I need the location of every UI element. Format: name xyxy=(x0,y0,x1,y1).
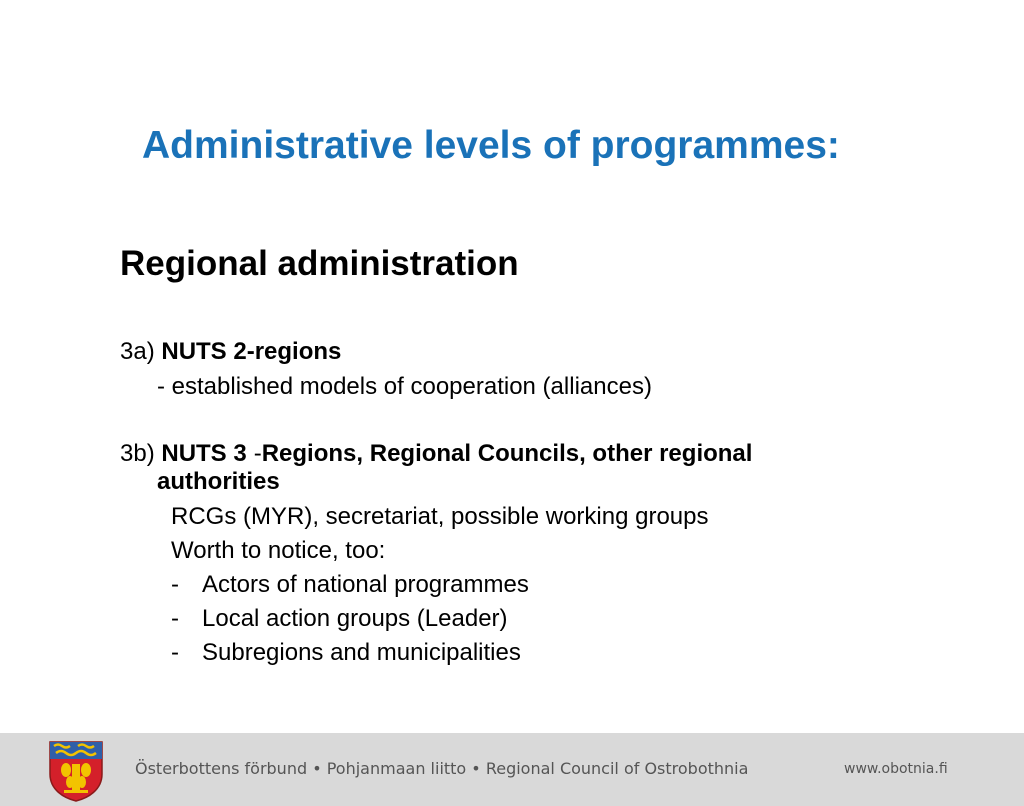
list-item xyxy=(171,571,529,599)
item-3b-line1: RCGs (MYR), secretariat, possible working groups xyxy=(171,503,709,530)
item-3a xyxy=(120,338,341,366)
item-3b-title-cont: authorities xyxy=(157,468,280,495)
item-3b-line2: Worth to notice, too: xyxy=(171,537,386,564)
footer-organisation-text: Österbottens förbund • Pohjanmaan liitto • Regional Council of Ostrobothnia xyxy=(135,759,749,778)
item-3b-title: Regions, Regional Councils, other regional xyxy=(261,440,753,467)
item-3a-prefix: 3a) xyxy=(120,338,155,365)
section-heading: Regional administration xyxy=(120,244,519,283)
list-item-text: Actors of national programmes xyxy=(202,571,529,598)
ostrobothnia-coat-of-arms-icon xyxy=(48,740,104,802)
list-item-text: Local action groups (Leader) xyxy=(202,605,508,632)
item-3b-prefix: 3b) xyxy=(120,440,155,467)
list-bullet: - xyxy=(171,639,179,666)
item-3b-separator: - xyxy=(253,440,262,467)
list-item xyxy=(171,639,521,667)
list-item-text: Subregions and municipalities xyxy=(202,639,521,666)
slide-title: Administrative levels of programmes: xyxy=(142,124,840,167)
list-bullet: - xyxy=(171,571,179,598)
list-bullet: - xyxy=(171,605,179,632)
item-3b-nuts: NUTS 3 xyxy=(161,440,247,467)
item-3a-detail: - established models of cooperation (alliances) xyxy=(157,373,652,400)
list-item xyxy=(171,605,508,633)
footer-website-link[interactable]: www.obotnia.fi xyxy=(844,761,948,777)
item-3b xyxy=(120,440,752,468)
item-3a-title: NUTS 2-regions xyxy=(161,338,342,365)
